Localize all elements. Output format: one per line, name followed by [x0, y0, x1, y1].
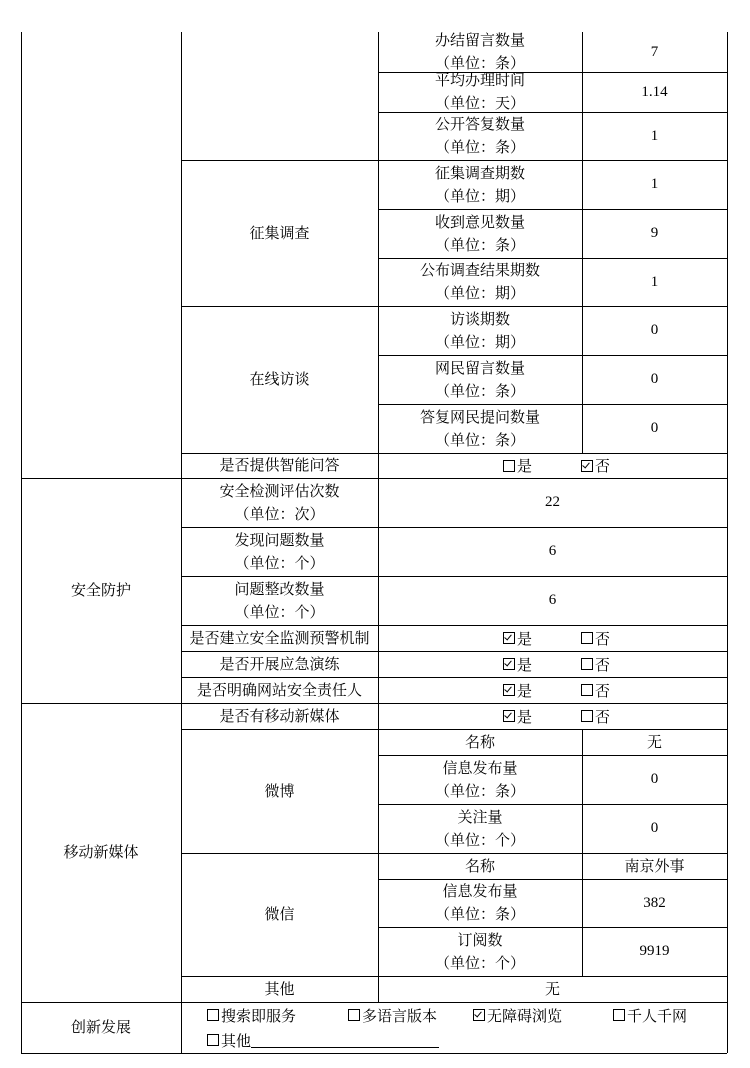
checkbox-icon[interactable]	[613, 1009, 625, 1021]
security-item-1-label: 安全检测评估次数 （单位：次）	[219, 481, 340, 523]
banjie-value: 7	[650, 43, 659, 60]
security-item-2-value: 6	[548, 543, 557, 559]
has-media-yes[interactable]: 是	[503, 703, 532, 729]
weibo-item-2-label: 关注量 （单位：个）	[434, 807, 525, 849]
zhineng-no-option[interactable]: 否	[581, 453, 610, 478]
weibo-item-1-value: 0	[650, 771, 659, 787]
fangtan-item-1-label: 访谈期数 （单位：期）	[434, 309, 525, 351]
zhengji-item-3-label: 公布调查结果期数 （单位：期）	[419, 261, 540, 302]
zhengji-item-1-value: 1	[650, 176, 659, 192]
security-item-1-value: 22	[545, 494, 560, 510]
security-item-3-value: 6	[548, 592, 557, 608]
innovation-option-accessibility[interactable]: 无障碍浏览	[473, 1004, 562, 1026]
checkbox-icon[interactable]	[581, 684, 593, 696]
fangtan-group: 在线访谈	[249, 370, 310, 388]
fangtan-item-2-label: 网民留言数量 （单位：条）	[434, 358, 525, 400]
banjie-label: 办结留言数量 （单位：条）	[434, 31, 525, 72]
zhengji-item-3-value: 1	[650, 273, 659, 290]
pingjun-value: 1.14	[641, 83, 668, 100]
zhineng-label: 是否提供智能问答	[219, 456, 340, 474]
checkbox-icon[interactable]	[207, 1034, 219, 1046]
weixin-name-label: 名称	[464, 856, 495, 875]
weixin-item-1-value: 382	[643, 894, 666, 911]
weixin-group: 微信	[264, 905, 295, 923]
gongkai-value: 1	[650, 127, 659, 144]
other-blank-line[interactable]	[251, 1033, 439, 1048]
security-item-3-label: 问题整改数量 （单位：个）	[234, 579, 325, 621]
zhengji-item-2-value: 9	[650, 225, 659, 241]
security-check-3-yes[interactable]: 是	[503, 677, 532, 703]
innovation-option-other[interactable]: 其他	[207, 1029, 439, 1051]
gongkai-label: 公开答复数量 （单位：条）	[434, 115, 525, 156]
weixin-name-value: 南京外事	[624, 856, 685, 875]
fangtan-item-1-value: 0	[650, 322, 659, 338]
zhengji-item-1-label: 征集调查期数 （单位：期）	[434, 163, 525, 205]
checkbox-checked-icon[interactable]	[503, 632, 515, 644]
zhengji-group: 征集调查	[249, 223, 310, 242]
checkbox-checked-icon[interactable]	[581, 460, 593, 472]
checkbox-icon[interactable]	[581, 632, 593, 644]
weixin-item-2-value: 9919	[639, 943, 670, 959]
checkbox-icon[interactable]	[348, 1009, 360, 1021]
weibo-name-label: 名称	[464, 732, 495, 751]
checkbox-checked-icon[interactable]	[503, 684, 515, 696]
checkbox-icon[interactable]	[503, 460, 515, 472]
security-check-1-no[interactable]: 否	[581, 625, 610, 651]
other-label: 其他	[264, 979, 295, 998]
security-check-2-no[interactable]: 否	[581, 651, 610, 677]
weibo-group: 微博	[264, 781, 295, 800]
innovation-group: 创新发展	[70, 1018, 131, 1036]
fangtan-item-2-value: 0	[650, 371, 659, 387]
security-check-2-label: 是否开展应急演练	[219, 654, 340, 673]
has-media-no[interactable]: 否	[581, 703, 610, 729]
zhineng-yes-option[interactable]: 是	[503, 453, 532, 478]
checkbox-icon[interactable]	[207, 1009, 219, 1021]
weixin-item-2-label: 订阅数 （单位：个）	[434, 930, 525, 972]
mobile-group: 移动新媒体	[63, 843, 139, 861]
security-item-2-label: 发现问题数量 （单位：个）	[234, 530, 325, 572]
security-check-3-no[interactable]: 否	[581, 677, 610, 703]
fangtan-item-3-label: 答复网民提问数量 （单位：条）	[419, 407, 540, 449]
has-media-label: 是否有移动新媒体	[219, 706, 340, 725]
weibo-name-value: 无	[646, 732, 662, 751]
checkbox-icon[interactable]	[581, 658, 593, 670]
security-group: 安全防护	[70, 581, 131, 599]
checkbox-icon[interactable]	[581, 710, 593, 722]
security-check-2-yes[interactable]: 是	[503, 651, 532, 677]
security-check-1-label: 是否建立安全监测预警机制	[189, 628, 370, 647]
zhengji-item-2-label: 收到意见数量 （单位：条）	[434, 212, 525, 254]
checkbox-checked-icon[interactable]	[503, 710, 515, 722]
innovation-option-multilang[interactable]: 多语言版本	[348, 1004, 437, 1026]
weixin-item-1-label: 信息发布量 （单位：条）	[434, 882, 525, 923]
fangtan-item-3-value: 0	[650, 420, 659, 436]
other-value: 无	[544, 979, 560, 998]
pingjun-label: 平均办理时间 （单位：天）	[434, 71, 525, 112]
weibo-item-1-label: 信息发布量 （单位：条）	[434, 758, 525, 800]
security-check-1-yes[interactable]: 是	[503, 625, 532, 651]
checkbox-checked-icon[interactable]	[473, 1009, 485, 1021]
innovation-option-search[interactable]: 搜索即服务	[207, 1004, 296, 1026]
security-check-3-label: 是否明确网站安全责任人	[196, 680, 362, 699]
weibo-item-2-value: 0	[650, 820, 659, 836]
checkbox-checked-icon[interactable]	[503, 658, 515, 670]
innovation-option-qianren[interactable]: 千人千网	[613, 1004, 687, 1026]
